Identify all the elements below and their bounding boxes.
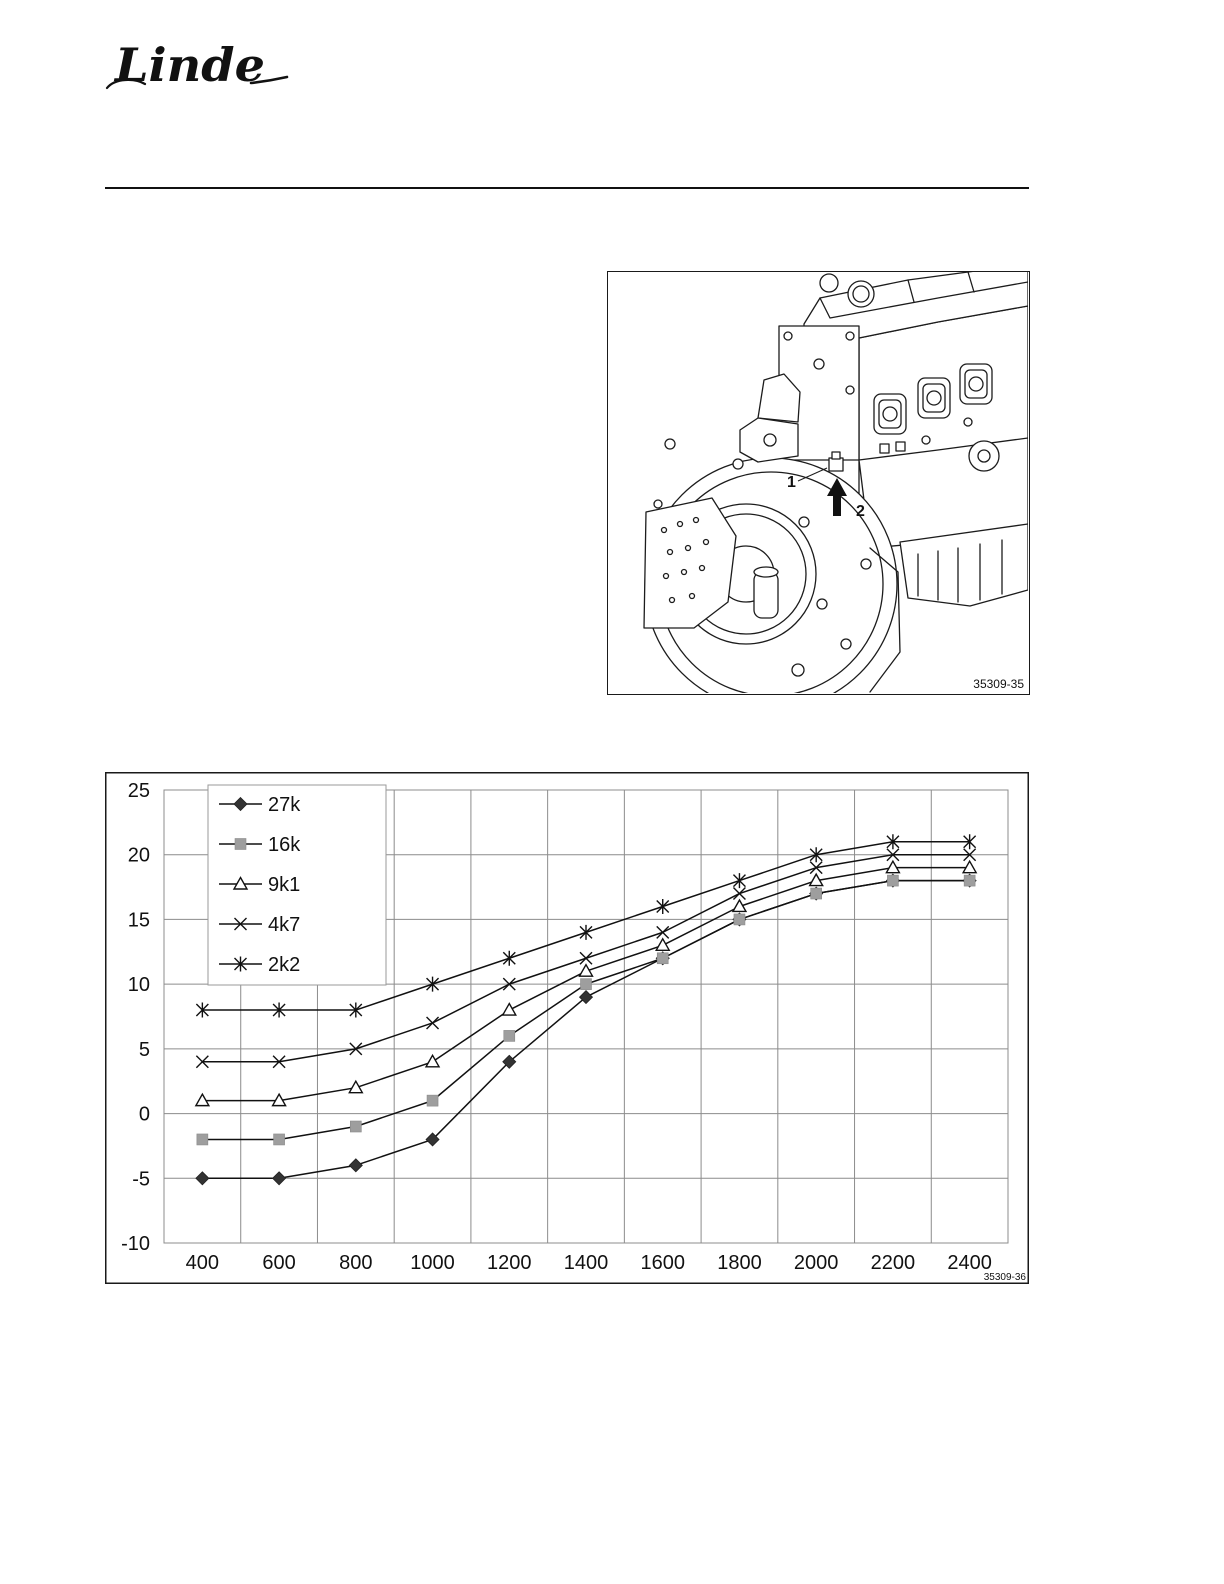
lifting-eye-hole [764, 434, 776, 446]
logo-text: Linde [112, 38, 265, 92]
legend-label: 4k7 [268, 914, 301, 936]
speed-sensor [829, 458, 843, 471]
header-rule [105, 187, 1029, 189]
y-tick-label: -10 [121, 1233, 150, 1255]
x-tick-label: 400 [185, 1252, 220, 1274]
callout-2: 2 [856, 503, 865, 520]
engine-illustration [608, 272, 1028, 693]
series-16k-point [350, 1121, 361, 1132]
series-16k-point [964, 875, 975, 886]
x-tick-label: 1400 [563, 1252, 609, 1274]
engine-figure [607, 271, 1030, 695]
y-tick-label: 0 [138, 1103, 150, 1126]
x-tick-label: 2200 [870, 1252, 916, 1274]
legend-label: 27k [268, 794, 301, 816]
series-16k-point [427, 1095, 438, 1106]
legend [208, 785, 386, 985]
oil-filler-cap-ring [853, 286, 869, 302]
starter-motor [754, 572, 778, 618]
pump-hub [978, 450, 990, 462]
starter-cap [754, 567, 778, 577]
y-tick-label: 5 [138, 1038, 150, 1061]
x-tick-label: 1200 [487, 1252, 532, 1274]
breather-cap [820, 274, 838, 292]
y-tick-label: -5 [132, 1168, 150, 1191]
legend-label: 16k [268, 834, 301, 856]
series-16k-point [581, 979, 592, 990]
y-tick-label: 15 [127, 909, 150, 932]
y-tick-label: 25 [127, 780, 150, 802]
series-16k-point [657, 953, 668, 964]
x-tick-label: 1800 [717, 1252, 762, 1274]
series-16k-point [504, 1030, 515, 1041]
x-tick-label: 600 [262, 1252, 296, 1274]
x-tick-label: 1000 [410, 1252, 455, 1274]
linde-logo [101, 34, 291, 94]
y-tick-label: 20 [127, 844, 150, 867]
x-tick-label: 1600 [640, 1252, 685, 1274]
chart-code: 35309-36 [983, 1272, 1026, 1283]
series-16k-point [734, 914, 745, 925]
series-16k-point [887, 875, 898, 886]
x-tick-label: 800 [339, 1252, 373, 1274]
legend-label: 9k1 [268, 874, 301, 896]
figure-code: 35309-35 [973, 677, 1024, 691]
x-tick-label: 2400 [947, 1252, 992, 1274]
series-16k-point [811, 888, 822, 899]
line-chart [105, 772, 1029, 1284]
x-tick-label: 2000 [793, 1252, 839, 1274]
legend-label: 2k2 [268, 954, 301, 976]
speed-sensor-plug [832, 452, 840, 459]
legend-marker [235, 839, 246, 850]
series-16k-point [274, 1134, 285, 1145]
y-tick-label: 10 [127, 974, 150, 997]
series-16k-point [197, 1134, 208, 1145]
callout-1: 1 [787, 474, 796, 491]
